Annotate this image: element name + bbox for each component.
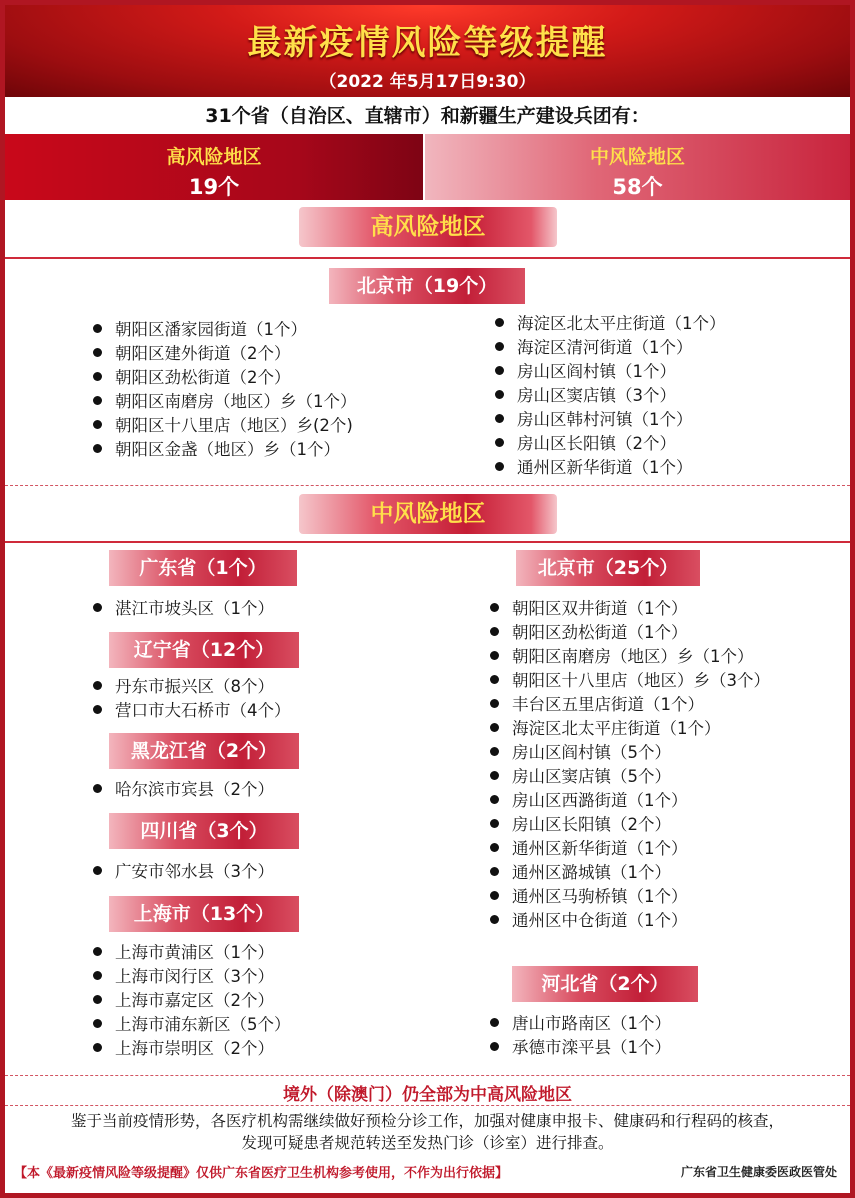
section-divider bbox=[5, 257, 850, 259]
bullet-icon bbox=[490, 915, 499, 924]
list-item-text: 通州区马驹桥镇（1个） bbox=[512, 887, 688, 906]
province-group-title: 上海市（13个） bbox=[109, 896, 299, 932]
list-item-text: 朝阳区南磨房（地区）乡（1个） bbox=[512, 647, 754, 666]
list-item bbox=[93, 597, 274, 621]
clinic-notice-line-2: 发现可疑患者规范转送至发热门诊（诊室）进行排查。 bbox=[241, 1134, 614, 1152]
list-item-text: 上海市黄浦区（1个） bbox=[115, 943, 274, 962]
bullet-icon bbox=[490, 603, 499, 612]
issuer-name: 广东省卫生健康委医政医管处 bbox=[680, 1165, 837, 1179]
list-item bbox=[495, 360, 726, 384]
bullet-icon bbox=[490, 651, 499, 660]
bullet-icon bbox=[495, 462, 504, 471]
list-item bbox=[93, 414, 357, 438]
list-item-text: 房山区长阳镇（2个） bbox=[517, 434, 676, 453]
bullet-icon bbox=[93, 324, 102, 333]
bullet-icon bbox=[490, 723, 499, 732]
list-item bbox=[93, 318, 357, 342]
list-item-text: 朝阳区双井街道（1个） bbox=[512, 599, 688, 618]
list-item bbox=[490, 885, 770, 909]
list-item-text: 海淀区北太平庄街道（1个） bbox=[512, 719, 721, 738]
list-item bbox=[93, 778, 274, 802]
list-item bbox=[93, 1013, 291, 1037]
overseas-notice: 境外（除澳门）仍全部为中高风险地区 bbox=[283, 1085, 572, 1105]
bullet-icon bbox=[93, 420, 102, 429]
list-item bbox=[490, 813, 770, 837]
list-item-text: 通州区新华街道（1个） bbox=[512, 839, 688, 858]
province-area-list bbox=[93, 941, 291, 1061]
list-item-text: 朝阳区劲松街道（2个） bbox=[115, 368, 291, 387]
dashed-divider bbox=[5, 485, 850, 486]
province-group-title: 北京市（25个） bbox=[516, 550, 700, 586]
dashed-divider bbox=[5, 1075, 850, 1076]
province-area-list bbox=[93, 597, 274, 621]
bullet-icon bbox=[490, 627, 499, 636]
list-item bbox=[93, 342, 357, 366]
list-item bbox=[490, 837, 770, 861]
list-item-text: 房山区韩村河镇（1个） bbox=[517, 410, 693, 429]
list-item-text: 唐山市路南区（1个） bbox=[512, 1014, 671, 1033]
list-item-text: 朝阳区潘家园街道（1个） bbox=[115, 320, 307, 339]
list-item-text: 朝阳区十八里店（地区）乡(2个) bbox=[115, 416, 353, 435]
mid-risk-summary-count: 58个 bbox=[612, 175, 663, 199]
list-item bbox=[93, 860, 274, 884]
list-item-text: 上海市崇明区（2个） bbox=[115, 1039, 274, 1058]
group-title-beijing-high: 北京市（19个） bbox=[329, 268, 525, 304]
bullet-icon bbox=[93, 681, 102, 690]
list-item bbox=[495, 312, 726, 336]
bullet-icon bbox=[490, 891, 499, 900]
list-item-text: 房山区窦店镇（5个） bbox=[512, 767, 671, 786]
list-item-text: 房山区阎村镇（1个） bbox=[517, 362, 676, 381]
list-item bbox=[93, 366, 357, 390]
bullet-icon bbox=[93, 705, 102, 714]
update-date: （2022 年5月17日9:30） bbox=[319, 72, 536, 92]
list-item bbox=[93, 699, 291, 723]
list-item bbox=[93, 941, 291, 965]
list-item-text: 哈尔滨市宾县（2个） bbox=[115, 780, 274, 799]
bullet-icon bbox=[495, 390, 504, 399]
list-item-text: 房山区西潞街道（1个） bbox=[512, 791, 688, 810]
list-item bbox=[490, 765, 770, 789]
bullet-icon bbox=[490, 699, 499, 708]
list-item-text: 承德市滦平县（1个） bbox=[512, 1038, 671, 1057]
bullet-icon bbox=[490, 675, 499, 684]
list-item-text: 海淀区北太平庄街道（1个） bbox=[517, 314, 726, 333]
bullet-icon bbox=[495, 318, 504, 327]
bullet-icon bbox=[93, 866, 102, 875]
list-item-text: 房山区窦店镇（3个） bbox=[517, 386, 676, 405]
list-item-text: 朝阳区建外街道（2个） bbox=[115, 344, 291, 363]
list-item bbox=[495, 456, 726, 480]
list-item bbox=[93, 438, 357, 462]
list-item-text: 丰台区五里店街道（1个） bbox=[512, 695, 704, 714]
list-item-text: 海淀区清河街道（1个） bbox=[517, 338, 693, 357]
list-item-text: 湛江市坡头区（1个） bbox=[115, 599, 274, 618]
mid-risk-summary bbox=[425, 134, 850, 200]
summary-subtitle: 31个省（自治区、直辖市）和新疆生产建设兵团有： bbox=[205, 105, 650, 127]
list-item bbox=[490, 693, 770, 717]
list-item bbox=[93, 989, 291, 1013]
list-item-text: 上海市闵行区（3个） bbox=[115, 967, 274, 986]
list-item bbox=[490, 1012, 671, 1036]
clinic-notice bbox=[5, 1110, 850, 1154]
bullet-icon bbox=[490, 795, 499, 804]
high-risk-summary-count: 19个 bbox=[188, 175, 240, 199]
province-group-title: 广东省（1个） bbox=[109, 550, 297, 586]
province-group-title: 四川省（3个） bbox=[109, 813, 299, 849]
province-area-list bbox=[490, 597, 770, 933]
list-item-text: 广安市邻水县（3个） bbox=[115, 862, 274, 881]
province-area-list bbox=[490, 1012, 671, 1060]
list-item bbox=[93, 965, 291, 989]
list-item bbox=[490, 909, 770, 933]
province-area-list bbox=[93, 860, 274, 884]
bullet-icon bbox=[93, 1019, 102, 1028]
list-item bbox=[490, 717, 770, 741]
bullet-icon bbox=[490, 843, 499, 852]
list-item-text: 房山区长阳镇（2个） bbox=[512, 815, 671, 834]
list-item-text: 上海市浦东新区（5个） bbox=[115, 1015, 291, 1034]
clinic-notice-line-1: 鉴于当前疫情形势，各医疗机构需继续做好预检分诊工作，加强对健康申报卡、健康码和行程码的核查， bbox=[70, 1112, 784, 1130]
list-item-text: 房山区阎村镇（5个） bbox=[512, 743, 671, 762]
list-item bbox=[495, 432, 726, 456]
bullet-icon bbox=[93, 947, 102, 956]
list-item bbox=[490, 1036, 671, 1060]
bullet-icon bbox=[490, 867, 499, 876]
bullet-icon bbox=[495, 366, 504, 375]
list-item bbox=[93, 390, 357, 414]
list-item bbox=[490, 741, 770, 765]
list-item-text: 朝阳区劲松街道（1个） bbox=[512, 623, 688, 642]
list-item bbox=[93, 675, 291, 699]
list-item-text: 丹东市振兴区（8个） bbox=[115, 677, 274, 696]
list-item bbox=[490, 597, 770, 621]
high-risk-list-left bbox=[93, 318, 357, 462]
province-group-title: 辽宁省（12个） bbox=[109, 632, 299, 668]
bullet-icon bbox=[490, 819, 499, 828]
high-risk-summary-label: 高风险地区 bbox=[166, 146, 262, 168]
list-item bbox=[93, 1037, 291, 1061]
list-item bbox=[490, 621, 770, 645]
bullet-icon bbox=[93, 603, 102, 612]
bullet-icon bbox=[495, 414, 504, 423]
bullet-icon bbox=[93, 348, 102, 357]
list-item-text: 朝阳区南磨房（地区）乡（1个） bbox=[115, 392, 357, 411]
bullet-icon bbox=[490, 747, 499, 756]
province-area-list bbox=[93, 778, 274, 802]
bullet-icon bbox=[495, 342, 504, 351]
bullet-icon bbox=[93, 396, 102, 405]
bullet-icon bbox=[495, 438, 504, 447]
list-item-text: 营口市大石桥市（4个） bbox=[115, 701, 291, 720]
section-divider bbox=[5, 541, 850, 543]
list-item bbox=[490, 669, 770, 693]
list-item bbox=[495, 408, 726, 432]
list-item bbox=[490, 861, 770, 885]
bullet-icon bbox=[93, 995, 102, 1004]
mid-risk-section-title: 中风险地区 bbox=[299, 494, 557, 534]
bullet-icon bbox=[490, 1042, 499, 1051]
high-risk-list-right bbox=[495, 312, 726, 480]
list-item-text: 通州区新华街道（1个） bbox=[517, 458, 693, 477]
dashed-divider bbox=[5, 1105, 850, 1106]
high-risk-section-title: 高风险地区 bbox=[299, 207, 557, 247]
bullet-icon bbox=[490, 771, 499, 780]
bullet-icon bbox=[93, 372, 102, 381]
list-item-text: 通州区中仓街道（1个） bbox=[512, 911, 688, 930]
list-item-text: 朝阳区金盏（地区）乡（1个） bbox=[115, 440, 340, 459]
list-item bbox=[495, 336, 726, 360]
header-banner bbox=[5, 5, 850, 97]
high-risk-summary bbox=[5, 134, 423, 200]
list-item-text: 通州区潞城镇（1个） bbox=[512, 863, 671, 882]
province-area-list bbox=[93, 675, 291, 723]
list-item bbox=[490, 789, 770, 813]
bullet-icon bbox=[93, 1043, 102, 1052]
list-item bbox=[490, 645, 770, 669]
usage-disclaimer: 【本《最新疫情风险等级提醒》仅供广东省医疗卫生机构参考使用，不作为出行依据】 bbox=[14, 1166, 509, 1181]
mid-risk-summary-label: 中风险地区 bbox=[589, 146, 685, 168]
bullet-icon bbox=[490, 1018, 499, 1027]
bullet-icon bbox=[93, 784, 102, 793]
list-item-text: 上海市嘉定区（2个） bbox=[115, 991, 274, 1010]
province-group-title: 黑龙江省（2个） bbox=[109, 733, 299, 769]
list-item bbox=[495, 384, 726, 408]
list-item-text: 朝阳区十八里店（地区）乡（3个） bbox=[512, 671, 770, 690]
bullet-icon bbox=[93, 444, 102, 453]
bullet-icon bbox=[93, 971, 102, 980]
province-group-title: 河北省（2个） bbox=[512, 966, 698, 1002]
page-title: 最新疫情风险等级提醒 bbox=[247, 23, 608, 63]
